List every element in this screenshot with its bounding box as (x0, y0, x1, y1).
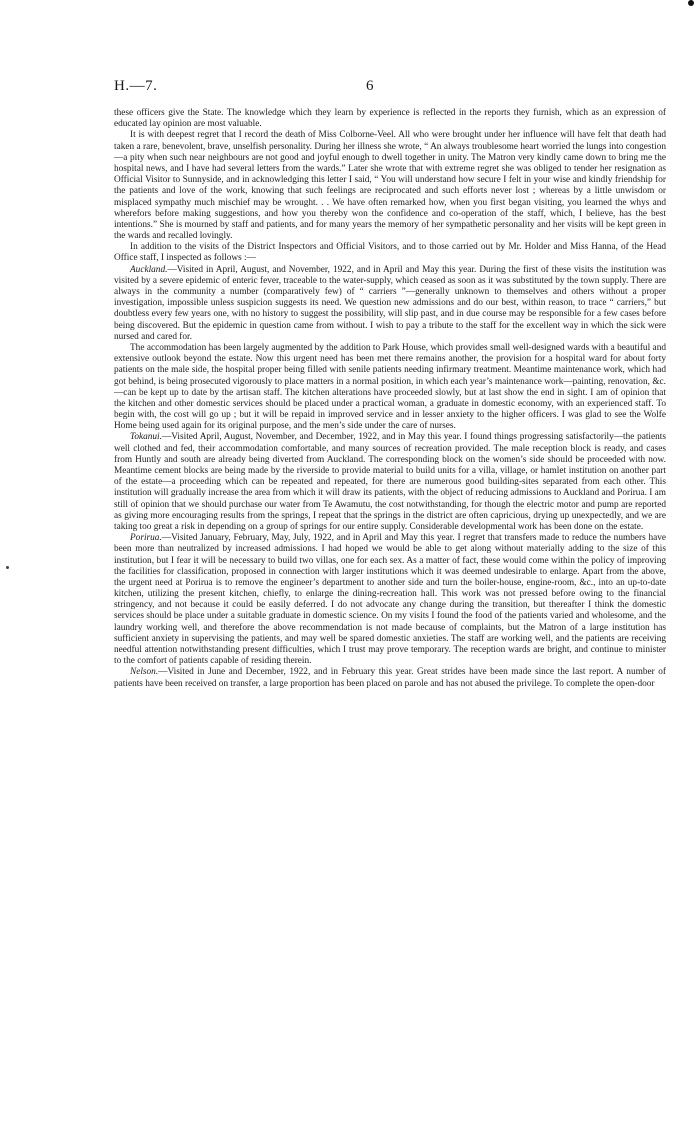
paragraph-auckland (114, 265, 666, 343)
paragraph-3 (114, 242, 666, 264)
paragraph-text: It is with deepest regret that I record the death of Miss Colborne-Veel. All who were brought under her influence will have felt that death had taken a rare, benevolent, brave, unselfish personality. During her illness she wrote, “ An always troublesome heart worried the lungs into congestion—a pity when such near neighbours are not good and joyful enough to dwell together in unity. The Matron very kindly came down to bring me the hospital news, and I have had several letters from the wards.” Later she wrote that with extreme regret she was obliged to tender her resignation as Official Visitor to Sunnyside, and in acknowledging this letter I said, “ You will understand how secure I felt in your wise and kindly friendship for the patients and love of the work, knowing that such feelings are reciprocated and such efforts never lost ; whereas by a little unwisdom or misplaced sympathy much mischief may be wrought. . . We have often remarked how, when you first began visiting, you learned the whys and wherefors before making suggestions, and how you thereby won the confidence and co-operation of the staff, which, I believe, has the best intentions.” She is mourned by staff and patients, and for many years the memory of her sympathetic personality and her visits will be kept green in the wards and recalled lovingly. (114, 130, 666, 242)
section-heading-auckland: Auckland. (130, 264, 168, 275)
paragraph-1 (114, 108, 666, 130)
paragraph-nelson (114, 667, 666, 689)
paragraph-text: —Visited April, August, November, and December, 1922, and in May this year. I found things progressing satisfactorily—the patients well clothed and fed, their accommodation comfortable, and many sources of recreation provided. The male reception block is ready, and cases from Huntly and south are already being diverted from Auckland. The corresponding block on the women’s side should be proceeded with now. Meantime cement blocks are being made by the riverside to provide material to build units for a villa, village, or hamlet institution on another part of the estate—a proceeding which can be repeated and repeated, for there are numerous good building-sites separated from each other. This institution will gradually increase the area from which it will draw its patients, with the object of reducing admissions to Auckland and Porirua. I am still of opinion that we should purchase our water from Te Awamutu, the cost notwithstanding, for though the electric motor and pump are reported as giving more encouraging results from the springs, I repeat that the springs in the district are often capricious, drying up unexpectedly, and we are taking too great a risk in depending on a group of springs for our entire supply. Considerable developmental work has been done on the estate. (114, 432, 667, 532)
paragraph-porirua (114, 533, 666, 667)
page-number: 6 (366, 78, 374, 94)
margin-ink-mark (6, 566, 9, 569)
report-body (114, 108, 666, 690)
document-code: H.—7. (114, 78, 158, 94)
paragraph-text: —Visited January, February, May, July, 1922, and in April and May this year. I regret that transfers made to reduce the numbers have been more than neutralized by increased admissions. I had hoped we would be able to get along without materially adding to the size of this institution, but I fear it will be necessary to build two villas, one for each sex. As a matter of fact, these would come within the policy of improving the facilities for classification, proposed in connection with larger institutions which it was deemed undesirable to enlarge. Apart from the above, the urgent need at Porirua is to remove the engineer’s department to another side and turn the boiler-house, engine-room, &c., into an up-to-date kitchen, utilizing the present kitchen, chiefly, to enlarge the dining-recreation hall. This work was not pressed before owing to the financial stringency, and not because it could be easily deferred. I do not advocate any change during the transition, but thereafter I think the domestic services should be place under a suitable graduate in domestic science. On my visits I found the food of the patients varied and wholesome, and the laundry working well, and therefore the above recommendation is not made because of complaints, but the Matron of a large institution has sufficient anxiety in supervising the patients, and may well be spared domestic anxieties. The staff are working well, and the patients are receiving needful attention notwithstanding present difficulties, which I trust may prove temporary. The reception wards are bright, and continue to minister to the comfort of patients capable of residing therein. (114, 533, 666, 667)
paragraph-2 (114, 130, 666, 242)
paragraph-text: In addition to the visits of the District Inspectors and Official Visitors, and to those carried out by Mr. Holder and Miss Hanna, of the Head Office staff, I inspected as follows :— (114, 242, 666, 264)
section-heading-tokanui: Tokanui. (130, 432, 162, 443)
paragraph-text: —Visited in June and December, 1922, and in February this year. Great strides have been made since the last report. A number of patients have been received on transfer, a large proportion has been placed on parole and has not abused the privilege. To complete the open-door (114, 667, 666, 689)
corner-ink-mark (688, 0, 694, 6)
page-header (0, 78, 700, 98)
paragraph-5 (114, 343, 666, 433)
section-heading-porirua: Porirua. (130, 533, 162, 544)
paragraph-text: The accommodation has been largely augmented by the addition to Park House, which provides small well-designed wards with a beautiful and extensive outlook beyond the estate. Now this urgent need has been met there remains another, the provision for a hospital ward for about forty patients on the male side, the hospital proper being filled with senile patients needing infirmary treatment. Meantime maintenance work, which had got behind, is being prosecuted vigorously to place matters in a normal position, in which each year’s maintenance work—painting, renovation, &c.—can be kept up to date by the artisan staff. The kitchen alterations have proceeded slowly, but at last show the end in sight. I am of opinion that the kitchen and other domestic services should be placed under a practical woman, a graduate in domestic economy, with an experienced staff. To begin with, the cost will go up ; but it will be repaid in improved service and in lesser anxiety to the higher officers. I was glad to see the Wolfe Home being used again for its original purpose, and the men’s side under the care of nurses. (114, 342, 666, 432)
paragraph-text: these officers give the State. The knowledge which they learn by experience is reflected in the reports they furnish, which as an expression of educated lay opinion are most valuable. (114, 108, 666, 130)
section-heading-nelson: Nelson. (130, 667, 159, 678)
paragraph-tokanui (114, 432, 666, 533)
paragraph-text: —Visited in April, August, and November, 1922, and in April and May this year. During the first of these visits the institution was visited by a severe epidemic of enteric fever, traceable to the water-supply, which ceased as soon as it was substituted by the town supply. There are always in the community a number (comparatively few) of “ carriers ”—generally unknown to themselves and others without a proper investigation, impossible unless suspicion suggests its need. We question new admissions and do our best, within reason, to trace “ carriers,” but doubtless every few years one, with no history to suggest the possibility, will slip past, and in due course may be responsible for a few cases before being discovered. But the epidemic in question came from without. I wish to pay a tribute to the staff for the excellent way in which the sick were nursed and cared for. (114, 264, 666, 342)
